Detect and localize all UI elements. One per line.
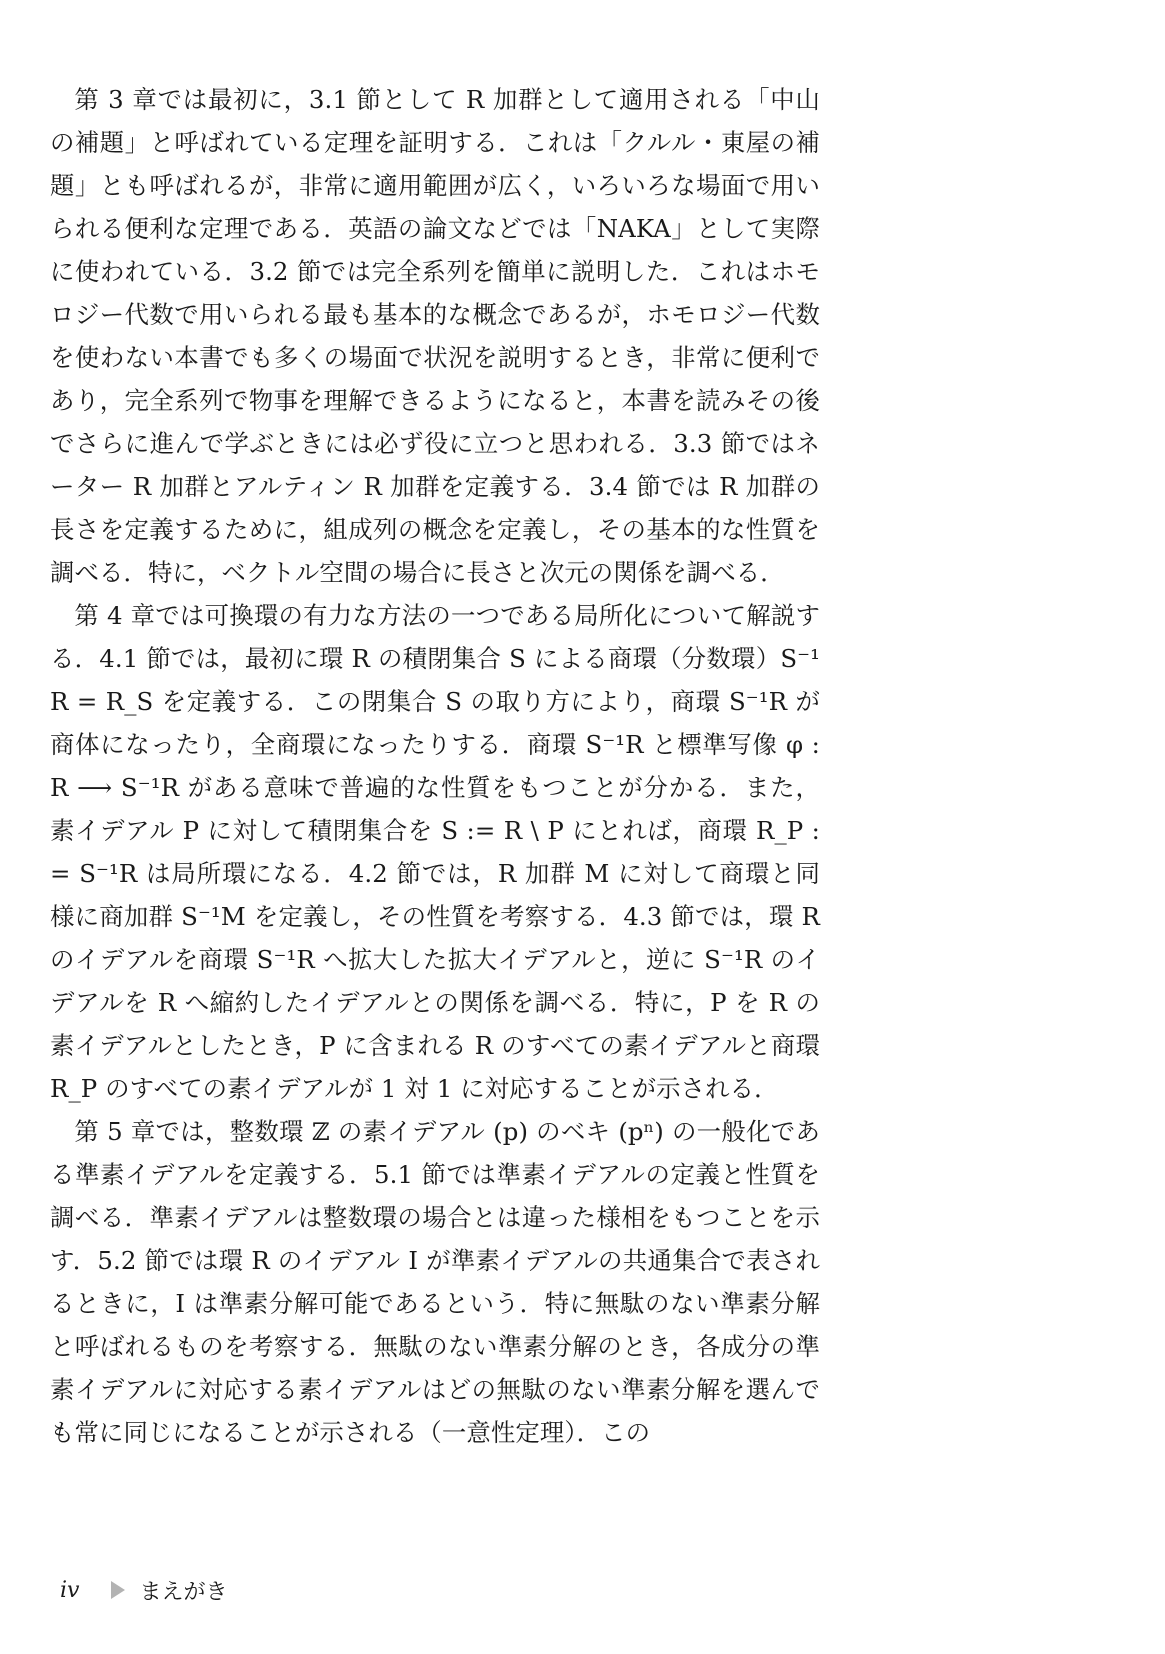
page-footer — [60, 1570, 227, 1610]
paragraph-chapter-4: 第 4 章では可換環の有力な方法の一つである局所化について解説する．4.1 節では，最初に環 R の積閉集合 S による商環（分数環）S⁻¹R = R_S を定義する．この閉集合 S の取り方により，商環 S⁻¹R が商体になったり，全商環になったりする．商環 S⁻¹R と標準写像 φ : R ⟶ S⁻¹R がある意味で普遍的な性質をもつことが分かる．また，素イデアル P に対して積閉集合を S := R \ P にとれば，商環 R_P := S⁻¹R は局所環になる．4.2 節では，R 加群 M に対して商環と同様に商加群 S⁻¹M を定義し，その性質を考察する．4.3 節では，環 R のイデアルを商環 S⁻¹R へ拡大した拡大イデアルと，逆に S⁻¹R のイデアルを R へ縮約したイデアルとの関係を調べる．特に，P を R の素イデアルとしたとき，P に含まれる R のすべての素イデアルと商環 R_P のすべての素イデアルが 1 対 1 に対応することが示される． — [50, 601, 820, 1103]
triangle-arrow-icon — [111, 1581, 125, 1599]
running-head: まえがき — [139, 1579, 228, 1605]
main-text — [50, 78, 820, 1454]
paragraph-chapter-3: 第 3 章では最初に，3.1 節として R 加群として適用される「中山の補題」と呼ばれている定理を証明する．これは「クルル・東屋の補題」とも呼ばれるが，非常に適用範囲が広く，いろいろな場面で用いられる便利な定理である．英語の論文などでは「NAKA」として実際に使われている．3.2 節では完全系列を簡単に説明した．これはホモロジー代数で用いられる最も基本的な概念であるが，ホモロジー代数を使わない本書でも多くの場面で状況を説明するとき，非常に便利であり，完全系列で物事を理解できるようになると，本書を読みその後でさらに進んで学ぶときには必ず役に立つと思われる．3.3 節ではネーター R 加群とアルティン R 加群を定義する．3.4 節では R 加群の長さを定義するために，組成列の概念を定義し，その基本的な性質を調べる．特に，ベクトル空間の場合に長さと次元の関係を調べる． — [50, 85, 820, 587]
paragraph-chapter-5: 第 5 章では，整数環 ℤ の素イデアル (p) のベキ (pⁿ) の一般化である準素イデアルを定義する．5.1 節では準素イデアルの定義と性質を調べる．準素イデアルは整数環の場合とは違った様相をもつことを示す．5.2 節では環 R のイデアル I が準素イデアルの共通集合で表されるときに，I は準素分解可能であるという．特に無駄のない準素分解と呼ばれるものを考察する．無駄のない準素分解のとき，各成分の準素イデアルに対応する素イデアルはどの無駄のない準素分解を選んでも常に同じになることが示される（一意性定理）．この — [50, 1117, 820, 1447]
page-number: iv — [60, 1577, 80, 1603]
